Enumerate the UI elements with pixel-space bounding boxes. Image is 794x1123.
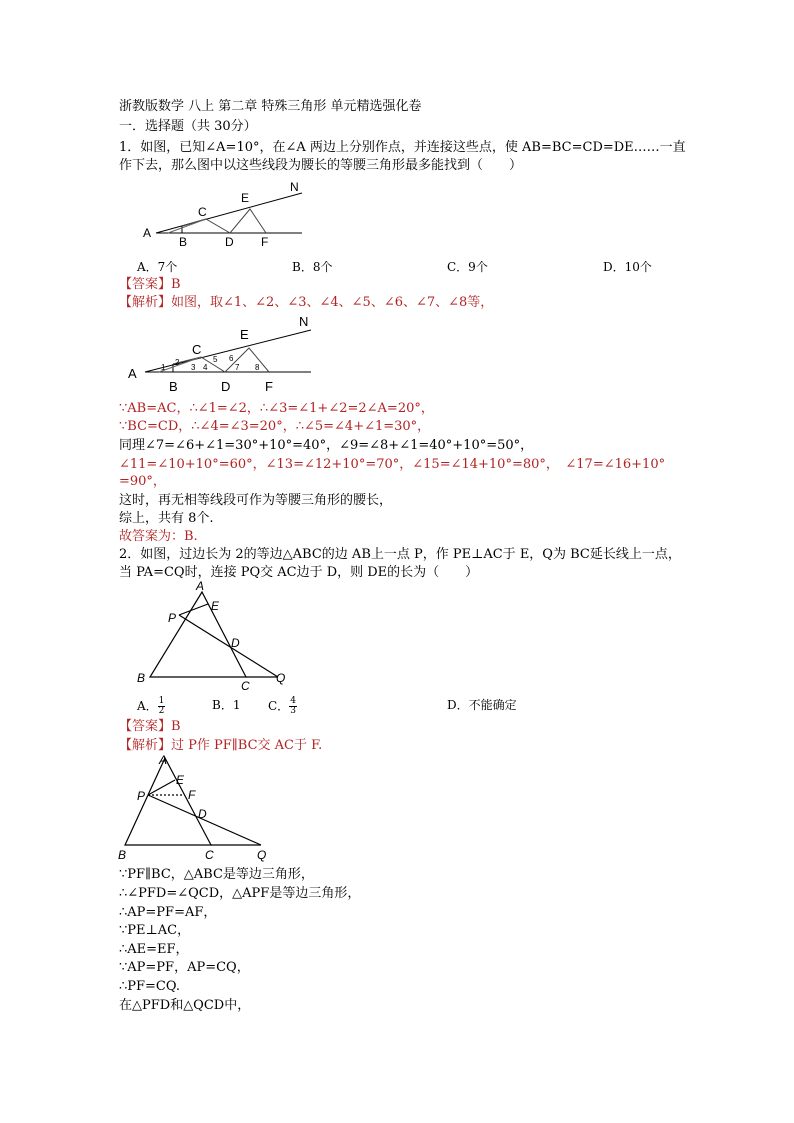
q2-option-c-prefix: C． [268, 699, 290, 713]
q2-answer: 【答案】B [119, 719, 181, 734]
q1-figure [140, 176, 310, 256]
q1-analysis-line: =90°， [119, 474, 166, 489]
q1-fig-zigzag [182, 209, 266, 233]
q2-fig2-label-q: Q [257, 848, 267, 862]
q2-text-line-2: 当 PA=CQ时，连接 PQ交 AC边于 D，则 DE的长为（ ） [119, 565, 479, 580]
q2-option-a[interactable] [137, 697, 165, 716]
q1-fig-label-c: C [198, 205, 207, 219]
q1-option-a[interactable]: A．7个 [137, 260, 178, 274]
q1-fig-label-b: B [179, 235, 188, 249]
q1-fig2-angle-3: 3 [191, 363, 196, 372]
q1-fig2-label-d: D [221, 379, 231, 394]
q1-fig-upper-ray [156, 193, 302, 233]
q2-analysis-line: ∴∠PFD=∠QCD，△APF是等边三角形， [119, 886, 361, 901]
q2-analysis-line: ∴AP=PF=AF， [119, 905, 217, 920]
q1-text-line-1: 1．如图，已知∠A=10°，在∠A 两边上分别作点，并连接这些点，使 AB=BC=CD=DE……一直 [119, 140, 686, 155]
q1-fig-label-e: E [241, 191, 250, 205]
q1-analysis-line: 这时，再无相等线段可作为等腰三角形的腰长， [119, 493, 393, 508]
q2-analysis-line: ∵AP=PF，AP=CQ， [119, 960, 250, 975]
q2-analysis-head: 【解析】过 P作 PF∥BC交 AC于 F. [119, 738, 323, 753]
q1-analysis-head: 【解析】如图，取∠1、∠2、∠3、∠4、∠5、∠6、∠7、∠8等， [119, 295, 494, 310]
q2-option-a-fraction: $\frac{1}{2}$ [158, 696, 165, 716]
q1-fig-label-n: N [290, 180, 299, 194]
q1-option-d[interactable]: D．10个 [603, 260, 652, 274]
q2-figure [135, 580, 295, 692]
q1-fig-label-f: F [261, 235, 269, 249]
q1-analysis-line: ∠11=∠10+10°=60°，∠13=∠12+10°=70°，∠15=∠14+10°=80°， ∠17=∠16+10° [119, 457, 666, 472]
q1-fig2-angle-7: 7 [235, 363, 240, 372]
q1-option-c[interactable]: C．9个 [447, 260, 488, 274]
q2-fig2-label-a: A [159, 753, 168, 767]
q2-fig2-label-f: F [188, 788, 196, 802]
q2-analysis-line: ∵PE⊥AC， [119, 923, 191, 938]
q2-option-c-fraction: $\frac{4}{3}$ [290, 696, 296, 716]
q1-answer: 【答案】B [119, 277, 181, 292]
q2-analysis-line: ∴AE=EF， [119, 942, 189, 957]
q2-fig2-label-b: B [118, 848, 127, 862]
page-title: 浙教版数学 八上 第二章 特殊三角形 单元精选强化卷 [119, 99, 422, 114]
q1-fig2-angle-6: 6 [229, 354, 234, 363]
q2-option-a-prefix: A． [137, 699, 158, 713]
q1-fig2-angle-2: 2 [175, 358, 180, 367]
q1-analysis-line: 故答案为：B. [119, 529, 198, 544]
q2-option-c[interactable] [268, 697, 297, 716]
q2-fig-label-p: P [168, 611, 177, 625]
q1-analysis-line: ∵AB=AC，∴∠1=∠2，∴∠3=∠1+∠2=2∠A=20°， [119, 401, 434, 416]
q2-analysis-figure [115, 754, 285, 864]
q1-text-line-2: 作下去，那么图中以这些线段为腰长的等腰三角形最多能找到（ ） [119, 158, 523, 173]
q2-fig-label-a: A [196, 579, 205, 593]
q2-fig2-label-c: C [205, 848, 214, 862]
q1-fig-label-a: A [143, 226, 152, 240]
q1-fig-seg-bc [168, 219, 206, 233]
q2-option-d[interactable]: D．不能确定 [447, 698, 517, 712]
q1-fig2-label-f: F [265, 379, 273, 394]
q2-analysis-line: ∴PF=CQ. [119, 979, 181, 994]
q1-fig2-label-n: N [299, 314, 309, 329]
q1-fig2-angle-8: 8 [255, 363, 260, 372]
q1-fig2-label-c: C [192, 342, 202, 357]
q2-analysis-line: 在△PFD和△QCD中， [119, 998, 251, 1013]
q2-fig-label-c: C [241, 679, 250, 693]
q2-text-line-1: 2．如图，过边长为 2的等边△ABC的边 AB上一点 P，作 PE⊥AC于 E，Q为 BC延长线上一点， [119, 547, 681, 562]
q2-option-b[interactable]: B．1 [212, 698, 241, 712]
q1-fig2-angle-5: 5 [213, 355, 218, 364]
q2-fig2-label-p: P [137, 789, 146, 803]
q1-fig-label-d: D [225, 235, 234, 249]
q1-analysis-line: ∵BC=CD，∴∠4=∠3=20°，∴∠5=∠4+∠1=30°， [119, 419, 431, 434]
q1-fig2-label-a: A [128, 366, 137, 381]
q1-analysis-figure [125, 312, 325, 400]
q1-fig2-angle-4: 4 [203, 363, 208, 372]
q1-analysis-line: 综上，共有 8个. [119, 511, 214, 526]
section-heading: 一．选择题（共 30分） [119, 119, 257, 134]
q1-analysis-line: 同理∠7=∠6+∠1=30°+10°=40°，∠9=∠8+∠1=40°+10°=50°， [119, 438, 534, 453]
q2-fig-label-b: B [137, 671, 146, 685]
q1-fig2-label-e: E [240, 327, 249, 342]
q2-fig-label-e: E [211, 599, 220, 613]
q2-analysis-line: ∵PF∥BC，△ABC是等边三角形， [119, 867, 314, 882]
q2-fig-label-d: D [231, 636, 240, 650]
q1-fig2-label-b: B [169, 379, 178, 394]
q2-fig2-label-e: E [176, 773, 185, 787]
q1-fig2-angle-1: 1 [161, 363, 166, 372]
q2-fig-label-q: Q [276, 671, 286, 685]
q1-option-b[interactable]: B．8个 [292, 260, 333, 274]
q2-fig2-label-d: D [198, 807, 207, 821]
